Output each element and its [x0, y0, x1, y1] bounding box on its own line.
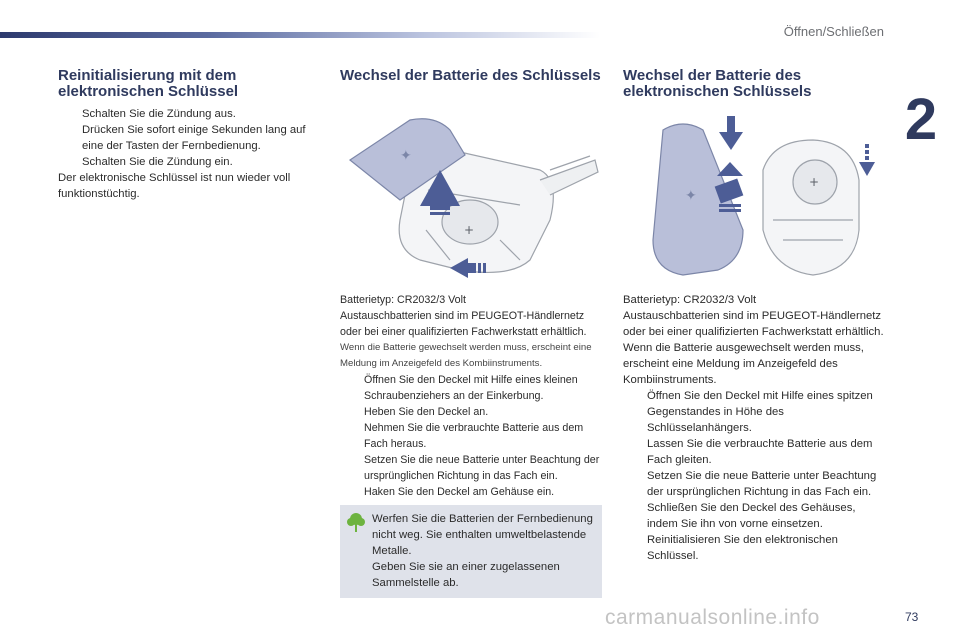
col1-body — [58, 106, 326, 202]
watermark: carmanualsonline.info — [605, 606, 820, 629]
col2-steps — [340, 372, 602, 500]
note-line-1: Werfen Sie die Batterien der Fernbedienung nicht weg. Sie enthalten umweltbelastende Metalle. — [372, 513, 593, 557]
arrow-down-small-icon — [859, 144, 875, 176]
chapter-number: 2 — [904, 87, 938, 152]
key-battery-illustration — [340, 110, 602, 282]
col3-availability: Austauschbatterien sind im PEUGEOT-Händlernetz oder bei einer qualifizierten Fachwerkstatt erhältlich. — [623, 310, 884, 338]
note-text — [372, 511, 598, 591]
col3-heading: Wechsel der Batterie des elektronischen Schlüssels — [623, 67, 812, 100]
svg-text:✦: ✦ — [400, 148, 412, 164]
note-line-2: Geben Sie sie an einer zugelassenen Sammelstelle ab. — [372, 561, 560, 589]
list-item: Schalten Sie die Zündung ein. — [82, 156, 233, 168]
list-item: Schalten Sie die Zündung aus. — [82, 108, 236, 120]
col3-battery-type: Batterietyp: CR2032/3 Volt — [623, 294, 757, 306]
list-item: Nehmen Sie die verbrauchte Batterie aus dem Fach heraus. — [364, 422, 584, 450]
header-gradient-bar — [0, 32, 600, 38]
list-item: Öffnen Sie den Deckel mit Hilfe eines spitzen Gegenstandes in Höhe des Schlüsselanhängers. — [647, 390, 873, 434]
col3-warning: Wenn die Batterie ausgewechselt werden muss, erscheint eine Meldung im Anzeigefeld des Kombiinstruments. — [623, 342, 864, 386]
electronic-key-illustration — [623, 110, 885, 282]
section-title: Öffnen/Schließen — [783, 24, 884, 39]
col1-heading: Reinitialisierung mit dem elektronischen Schlüssel — [58, 67, 239, 100]
col2-warning: Wenn die Batterie gewechselt werden muss, erscheint eine Meldung im Anzeigefeld des Kombiinstruments. — [340, 342, 592, 369]
list-item: Haken Sie den Deckel am Gehäuse ein. — [364, 486, 555, 498]
col2-body — [340, 292, 602, 500]
list-item: Setzen Sie die neue Batterie unter Beachtung der ursprünglichen Richtung in das Fach ein. — [364, 454, 600, 482]
list-item: Öffnen Sie den Deckel mit Hilfe eines kleinen Schraubenziehers an der Einkerbung. — [364, 374, 578, 402]
list-item: Heben Sie den Deckel an. — [364, 406, 489, 418]
col1-closing: Der elektronische Schlüssel ist nun wieder voll funktionstüchtig. — [58, 172, 291, 200]
col2-battery-type: Batterietyp: CR2032/3 Volt — [340, 294, 466, 306]
environment-note-box — [340, 505, 602, 598]
col3-steps — [623, 388, 885, 564]
arrow-down-icon — [719, 116, 743, 150]
col1-steps — [58, 106, 326, 170]
leaf-icon — [346, 511, 366, 533]
col3-body — [623, 292, 885, 564]
svg-text:✦: ✦ — [685, 188, 697, 204]
col2-heading: Wechsel der Batterie des Schlüssels — [340, 67, 601, 84]
list-item: Schließen Sie den Deckel des Gehäuses, indem Sie ihn von vorne einsetzen. — [647, 502, 856, 530]
battery-plus-sign: + — [464, 223, 475, 237]
list-item: Setzen Sie die neue Batterie unter Beachtung der ursprünglichen Richtung in das Fach ein. — [647, 470, 877, 498]
list-item: Reinitialisieren Sie den elektronischen Schlüssel. — [647, 534, 838, 562]
list-item: Lassen Sie die verbrauchte Batterie aus dem Fach gleiten. — [647, 438, 873, 466]
list-item: Drücken Sie sofort einige Sekunden lang auf eine der Tasten der Fernbedienung. — [82, 124, 306, 152]
col2-availability: Austauschbatterien sind im PEUGEOT-Händlernetz oder bei einer qualifizierten Fachwerkstatt erhältlich. — [340, 310, 587, 338]
battery-plus-sign: + — [809, 175, 820, 189]
page-number: 73 — [905, 610, 919, 624]
